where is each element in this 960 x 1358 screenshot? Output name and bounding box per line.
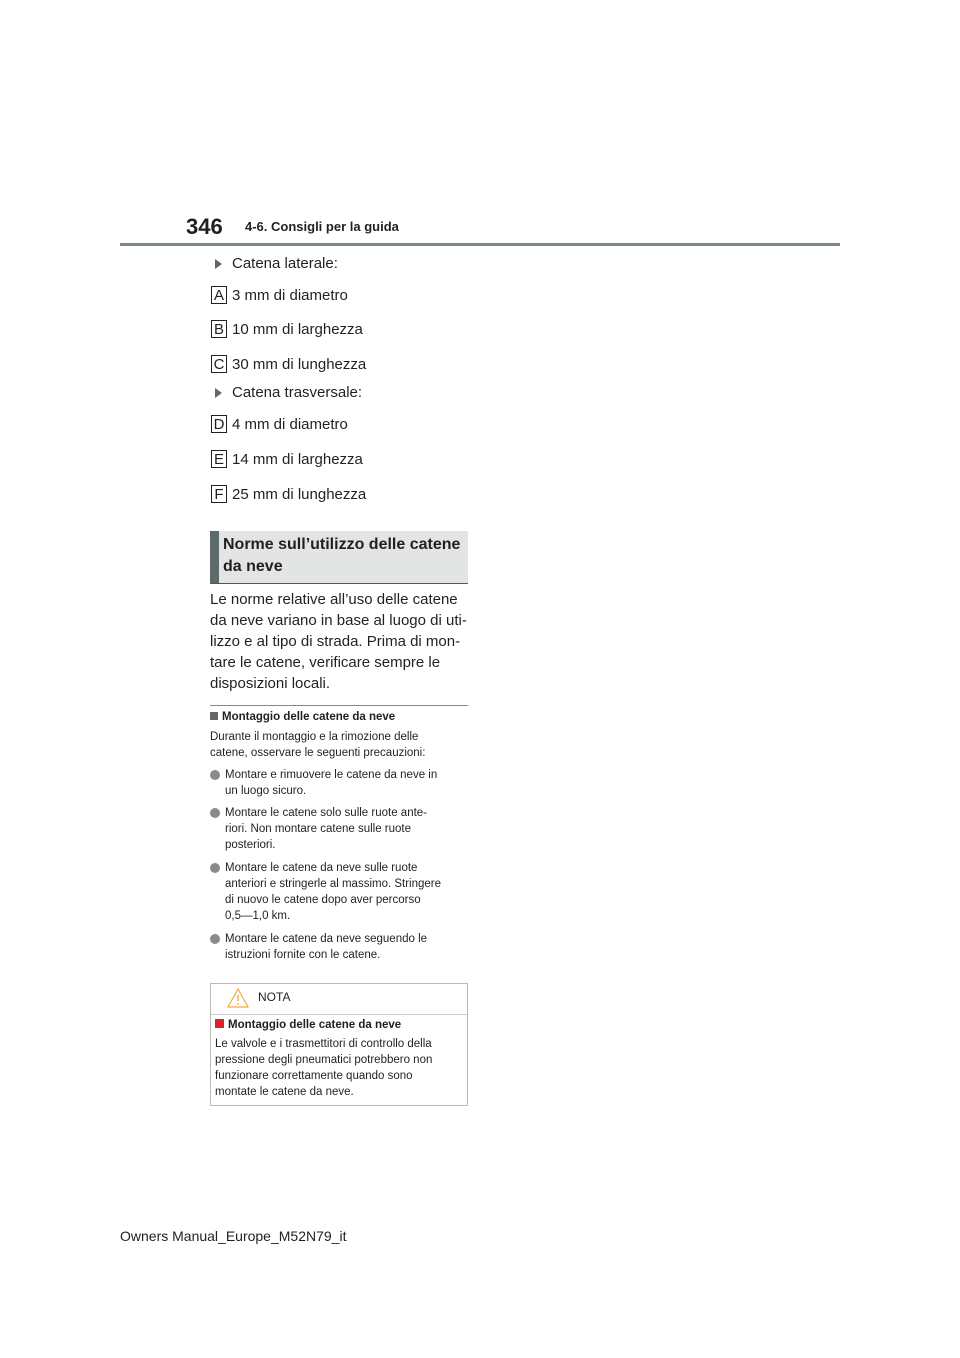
note-line: pressione degli pneumatici potrebbero non <box>215 1054 433 1066</box>
regulations-heading-box <box>210 531 468 584</box>
precaution-line: un luogo sicuro. <box>225 785 307 797</box>
precaution-item-1 <box>210 767 468 799</box>
note-line: montate le catene da neve. <box>215 1086 354 1098</box>
circle-bullet-icon <box>210 770 220 780</box>
circle-bullet-icon <box>210 808 220 818</box>
spec-item-b <box>211 320 363 338</box>
precaution-line: riori. Non montare catene sulle ruote <box>225 823 412 835</box>
spec-text-a: 3 mm di diametro <box>232 286 348 304</box>
spec-item-c <box>211 355 366 373</box>
letter-label-f: F <box>211 485 227 503</box>
paragraph-line: lizzo e al tipo di strada. Prima di mon- <box>210 633 461 650</box>
spec-text-e: 14 mm di larghezza <box>232 450 363 468</box>
heading-accent-bar <box>210 531 219 583</box>
installation-heading <box>210 711 395 723</box>
installation-heading-text: Montaggio delle catene da neve <box>222 711 396 723</box>
precaution-line: Montare le catene da neve sulle ruote <box>225 862 418 874</box>
square-bullet-icon <box>210 712 218 720</box>
paragraph-line: disposizioni locali. <box>210 675 331 692</box>
regulations-heading <box>223 534 463 578</box>
spec-text-d: 4 mm di diametro <box>232 415 348 433</box>
spec-item-d <box>211 415 348 433</box>
spec-text-f: 25 mm di lunghezza <box>232 485 367 503</box>
spec-item-e <box>211 450 363 468</box>
spec-item-f <box>211 485 366 503</box>
precaution-line: Montare le catene da neve seguendo le <box>225 933 428 945</box>
precaution-line: 0,5—1,0 km. <box>225 910 291 922</box>
letter-label-c: C <box>211 355 227 373</box>
paragraph-line: tare le catene, verificare sempre le <box>210 654 441 671</box>
precaution-line: Montare e rimuovere le catene da neve in <box>225 769 438 781</box>
installation-intro <box>210 729 425 761</box>
letter-label-a: A <box>211 286 227 304</box>
section-title: 4-6. Consigli per la guida <box>245 219 399 234</box>
precaution-line: di nuovo le catene dopo aver percorso <box>225 894 421 906</box>
letter-label-d: D <box>211 415 227 433</box>
red-square-bullet-icon <box>215 1019 224 1028</box>
intro-line: Durante il montaggio e la rimozione delle <box>210 731 419 743</box>
note-line: funzionare correttamente quando sono <box>215 1070 413 1082</box>
precaution-item-2 <box>210 805 468 853</box>
lateral-chain-label <box>215 255 338 272</box>
spec-text-c: 30 mm di lunghezza <box>232 355 367 373</box>
lateral-chain-label-text: Catena laterale: <box>232 255 338 272</box>
note-box <box>210 983 468 1106</box>
spec-text-b: 10 mm di larghezza <box>232 320 363 338</box>
precaution-line: Montare le catene solo sulle ruote ante- <box>225 807 428 819</box>
precaution-line: anteriori e stringerle al massimo. Stringere <box>225 878 442 890</box>
note-paragraph <box>215 1036 465 1100</box>
circle-bullet-icon <box>210 934 220 944</box>
cross-chain-label-text: Catena trasversale: <box>232 384 363 401</box>
letter-label-b: B <box>211 320 227 338</box>
cross-chain-label <box>215 384 362 401</box>
triangle-bullet-icon <box>215 388 222 398</box>
precaution-item-4 <box>210 931 468 963</box>
note-heading <box>215 1019 401 1031</box>
letter-label-e: E <box>211 450 227 468</box>
triangle-bullet-icon <box>215 259 222 269</box>
note-heading-text: Montaggio delle catene da neve <box>228 1019 402 1031</box>
regulations-paragraph <box>210 589 470 694</box>
footer-doc-id: Owners Manual_Europe_M52N79_it <box>120 1228 347 1244</box>
spec-item-a <box>211 286 348 304</box>
header-divider <box>120 243 840 246</box>
intro-line: catene, osservare le seguenti precauzioni: <box>210 747 426 759</box>
warning-icon <box>227 988 249 1008</box>
regulations-heading-line-1: Norme sull’utilizzo delle catene <box>223 536 461 553</box>
circle-bullet-icon <box>210 863 220 873</box>
paragraph-line: Le norme relative all’uso delle catene <box>210 591 458 608</box>
precaution-line: posteriori. <box>225 839 276 851</box>
section-divider <box>210 705 468 706</box>
regulations-heading-line-2: da neve <box>223 558 283 575</box>
precaution-item-3 <box>210 860 468 924</box>
paragraph-line: da neve variano in base al luogo di uti- <box>210 612 467 629</box>
page-number: 346 <box>186 214 223 239</box>
note-line: Le valvole e i trasmettitori di controllo della <box>215 1038 432 1050</box>
note-label: NOTA <box>258 990 291 1004</box>
note-header <box>211 984 467 1015</box>
precaution-line: istruzioni fornite con le catene. <box>225 949 381 961</box>
